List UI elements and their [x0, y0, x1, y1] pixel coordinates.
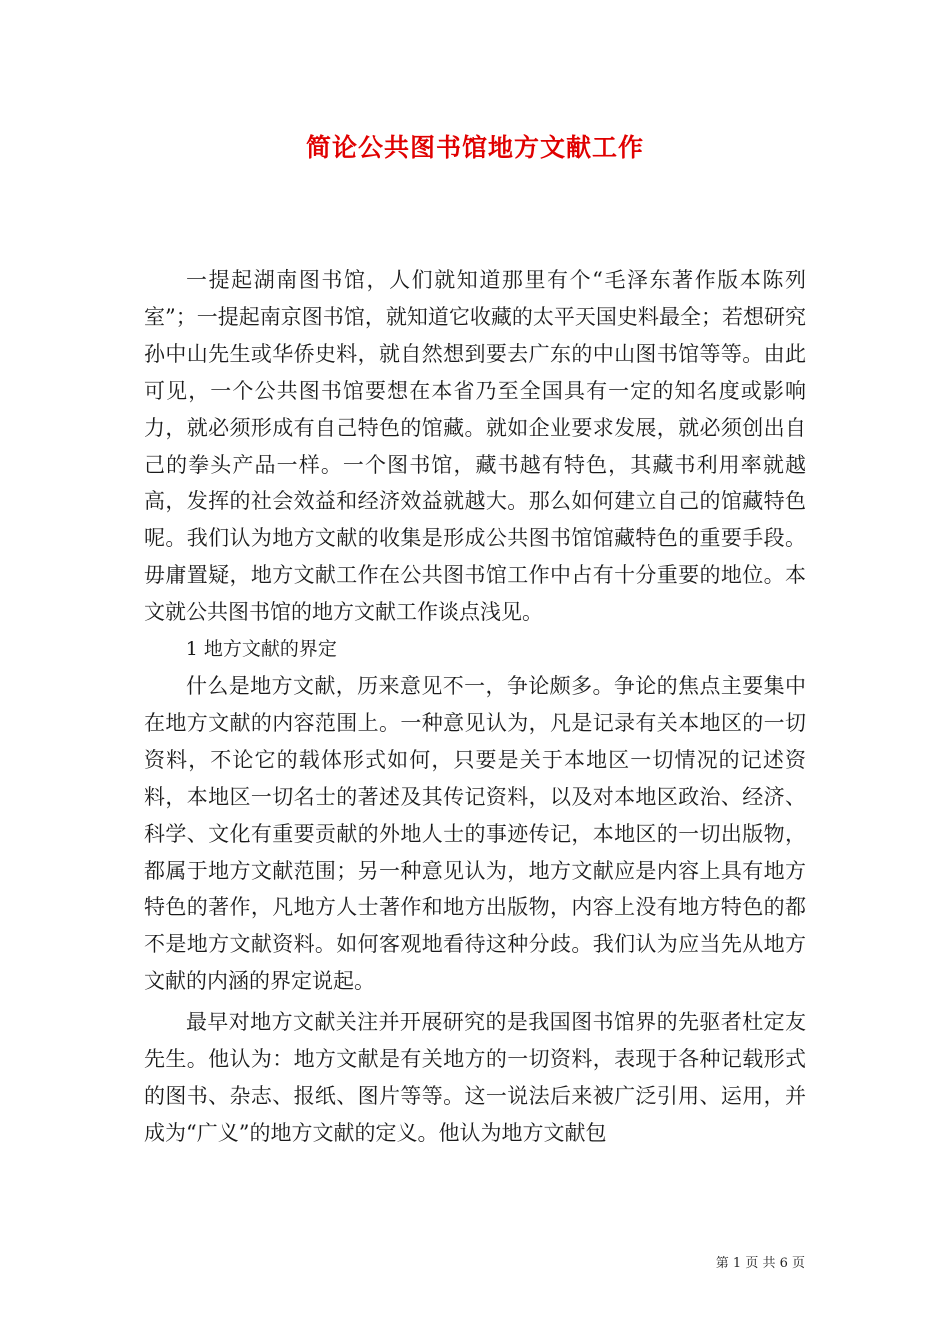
section-paragraph-1: 什么是地方文献，历来意见不一，争论颇多。争论的焦点主要集中在地方文献的内容范围上。一种意见认为，凡是记录有关本地区的一切资料，不论它的载体形式如何，只要是关于本地区一切情况的记述资料，本地区一切名士的著述及其传记资料，以及对本地区政治、经济、科学、文化有重要贡献的外地人士的事迹传记，本地区的一切出版物，都属于地方文献范围；另一种意见认为，地方文献应是内容上具有地方特色的著作，凡地方人士著作和地方出版物，内容上没有地方特色的都不是地方文献资料。如何客观地看待这种分歧。我们认为应当先从地方文献的内涵的界定说起。 [144, 673, 806, 994]
intro-paragraph: 一提起湖南图书馆，人们就知道那里有个“毛泽东著作版本陈列室”；一提起南京图书馆，就知道它收藏的太平天国史料最全；若想研究孙中山先生或华侨史料，就自然想到要去广东的中山图书馆等等。由此可见，一个公共图书馆要想在本省乃至全国具有一定的知名度或影响力，就必须形成有自己特色的馆藏。就如企业要求发展，就必须创出自己的拳头产品一样。一个图书馆，藏书越有特色，其藏书利用率就越高，发挥的社会效益和经济效益就越大。那么如何建立自己的馆藏特色呢。我们认为地方文献的收集是形成公共图书馆馆藏特色的重要手段。毋庸置疑，地方文献工作在公共图书馆工作中占有十分重要的地位。本文就公共图书馆的地方文献工作谈点浅见。 [144, 268, 806, 625]
document-title: 简论公共图书馆地方文献工作 [305, 133, 644, 162]
page-number-footer: 第 1 页 共 6 页 [715, 1256, 805, 1271]
section-paragraph-2: 最早对地方文献关注并开展研究的是我国图书馆界的先驱者杜定友先生。他认为：地方文献是有关地方的一切资料，表现于各种记载形式的图书、杂志、报纸、图片等等。这一说法后来被广泛引用、运用，并成为“广义”的地方文献的定义。他认为地方文献包 [144, 1010, 806, 1145]
document-body [144, 262, 806, 1152]
section-heading: 1 地方文献的界定 [185, 638, 337, 661]
